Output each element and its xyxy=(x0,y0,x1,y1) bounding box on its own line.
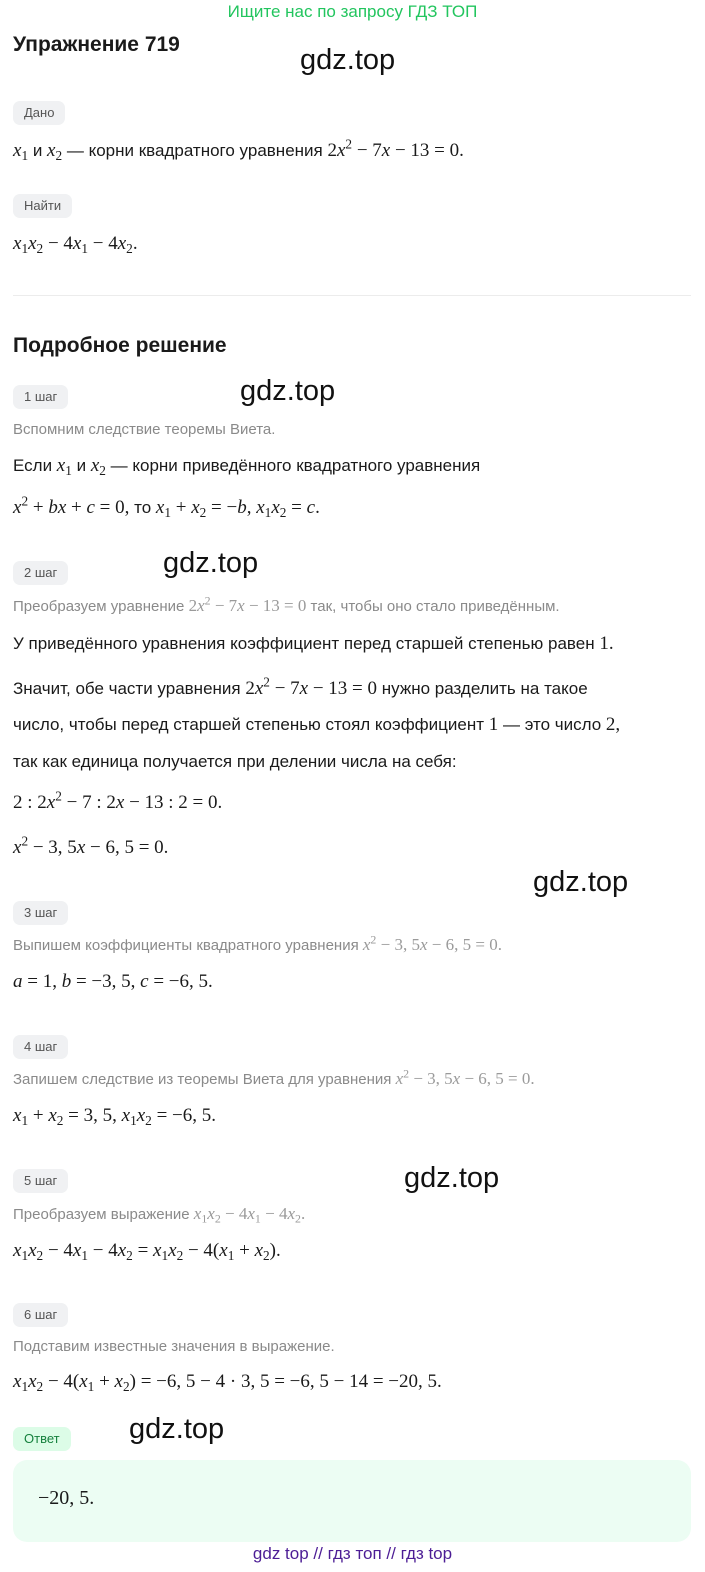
answer-value: −20, 5. xyxy=(38,1487,95,1509)
step-3-caption-text: Выпишем коэффициенты квадратного уравнения xyxy=(13,937,363,954)
footer-links[interactable]: gdz top // гдз топ // гдз top xyxy=(252,1544,453,1563)
step-5-chip: 5 шаг xyxy=(13,1169,68,1193)
step-2-line-2: Значит, обе части уравнения $2x^2 - 7x - 13 = 0$ нужно разделить на такое xyxy=(13,674,588,699)
step-1-text-b: и xyxy=(71,456,91,475)
given-chip: Дано xyxy=(13,101,65,125)
step-1-chip: 1 шаг xyxy=(13,385,68,409)
step-4-caption-text: Запишем следствие из теоремы Виета для уравнения xyxy=(13,1071,396,1088)
step-4-result: $x_1 + x_2 = 3$, 5, $x_1x_2 = -6$, 5. xyxy=(13,1105,216,1128)
step-1-text-a: Если xyxy=(13,456,57,475)
step-2-equation-1: 2 : $2x^2 - 7$ : 2x − 13 : 2 = 0. xyxy=(13,788,223,813)
step-2-caption-a: Преобразуем уравнение xyxy=(13,598,189,615)
step-2-text-3b: — это число xyxy=(498,715,606,734)
step-1-text-c: — корни приведённого квадратного уравнения xyxy=(105,456,481,475)
given-text: — корни квадратного уравнения xyxy=(62,141,328,160)
step-6-caption: Подставим известные значения в выражение. xyxy=(13,1338,335,1355)
answer-box xyxy=(13,1460,691,1542)
step-1-to: то xyxy=(134,498,156,517)
step-6-chip: 6 шаг xyxy=(13,1303,68,1327)
watermark: gdz.top xyxy=(240,375,336,407)
step-2-text-2b: нужно разделить на такое xyxy=(377,679,588,698)
step-2-chip: 2 шаг xyxy=(13,561,68,585)
step-2-line-3: число, чтобы перед старшей степенью стоял коэффициент 1 — это число 2, xyxy=(13,714,621,735)
watermark: gdz.top xyxy=(300,44,396,76)
watermark: gdz.top xyxy=(533,866,629,898)
step-5-caption: Преобразуем выражение $x_1x_2 - 4x_1 - 4x_2$. xyxy=(13,1204,306,1226)
step-6-result: $x_1x_2 - 4(x_1 + x_2) = -6$, 5 − 4 · 3, 5 = −6, 5 − 14 = −20, 5. xyxy=(13,1371,442,1394)
solution-title: Подробное решение xyxy=(13,334,227,357)
section-divider xyxy=(13,295,691,296)
step-3-chip: 3 шаг xyxy=(13,901,68,925)
step-1-line-2: $x^2$ + bx + c = 0, то $x_1 + x_2 = -b$, $x_1x_2 = c$. xyxy=(13,493,320,520)
step-2-equation-2: $x^2 - 3$, 5x − 6, 5 = 0. xyxy=(13,833,169,858)
step-2-text-1: У приведённого уравнения коэффициент перед старшей степенью равен xyxy=(13,634,600,653)
step-1-caption: Вспомним следствие теоремы Виета. xyxy=(13,421,276,438)
step-2-caption: Преобразуем уравнение $2x^2 - 7x - 13 = 0$ так, чтобы оно стало приведённым. xyxy=(13,593,560,615)
step-2-line-1: У приведённого уравнения коэффициент перед старшей степенью равен 1. xyxy=(13,633,614,654)
watermark: gdz.top xyxy=(129,1413,225,1445)
watermark: gdz.top xyxy=(163,547,259,579)
step-4-chip: 4 шаг xyxy=(13,1035,68,1059)
step-2-text-3a: число, чтобы перед старшей степенью стоял коэффициент xyxy=(13,715,489,734)
step-3-result: a = 1, b = −3, 5, c = −6, 5. xyxy=(13,971,213,992)
page-title: Упражнение 719 xyxy=(13,33,180,56)
step-5-caption-text: Преобразуем выражение xyxy=(13,1206,194,1223)
answer-chip: Ответ xyxy=(13,1427,71,1451)
step-4-caption: Запишем следствие из теоремы Виета для уравнения $x^2 - 3$, 5x − 6, 5 = 0. xyxy=(13,1066,535,1088)
step-2-text-2a: Значит, обе части уравнения xyxy=(13,679,246,698)
step-2-caption-b: так, чтобы оно стало приведённым. xyxy=(306,598,560,615)
find-chip: Найти xyxy=(13,194,72,218)
find-statement: $x_1x_2 - 4x_1 - 4x_2$. xyxy=(13,233,138,256)
step-5-result: $x_1x_2 - 4x_1 - 4x_2 = x_1x_2 - 4(x_1 + x_2)$. xyxy=(13,1240,281,1263)
step-3-caption: Выпишем коэффициенты квадратного уравнения $x^2 - 3$, 5x − 6, 5 = 0. xyxy=(13,932,502,954)
given-statement: $x_1$ и $x_2$ — корни квадратного уравнения $2x^2 - 7x - 13 = 0$. xyxy=(13,136,464,163)
promo-banner[interactable]: Ищите нас по запросу ГДЗ ТОП xyxy=(227,2,478,21)
step-2-line-4: так как единица получается при делении числа на себя: xyxy=(13,752,457,771)
step-1-line-1: Если $x_1$ и $x_2$ — корни приведённого квадратного уравнения xyxy=(13,455,481,478)
watermark: gdz.top xyxy=(404,1162,500,1194)
